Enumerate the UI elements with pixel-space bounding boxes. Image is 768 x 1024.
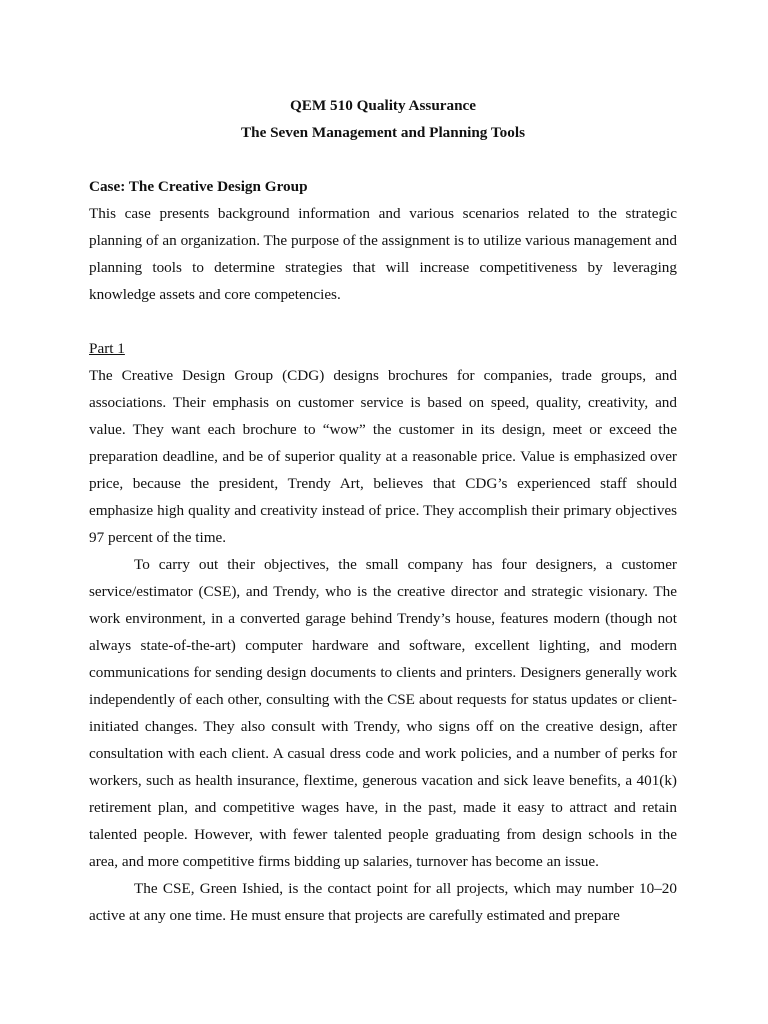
document-subtitle: The Seven Management and Planning Tools	[241, 124, 525, 141]
body-paragraph: The Creative Design Group (CDG) designs brochures for companies, trade groups, and associations. Their emphasis on customer service is based on speed, quality, creativity, and value. They want each brochure to “wow” the customer in its design, meet or exceed the preparation deadline, and be of superior quality at a reasonable price. Value is emphasized over price, because the president, Trendy Art, believes that CDG’s experienced staff should emphasize high quality and creativity instead of price. They accomplish their primary objectives 97 percent of the time.	[89, 367, 677, 546]
body-paragraph: The CSE, Green Ishied, is the contact point for all projects, which may number 10–20 active at any one time. He must ensure that projects are carefully estimated and prepare	[89, 880, 677, 924]
intro-paragraph: This case presents background information and various scenarios related to the strategic planning of an organization. The purpose of the assignment is to utilize various management and planning tools to determine strategies that will increase competitiveness by leveraging knowledge assets and core competencies.	[89, 205, 677, 303]
document-page	[89, 92, 677, 929]
document-title: QEM 510 Quality Assurance	[289, 97, 477, 114]
case-heading: Case: The Creative Design Group	[89, 178, 308, 195]
body-paragraph: To carry out their objectives, the small company has four designers, a customer service/estimator (CSE), and Trendy, who is the creative director and strategic visionary. The work environment, in a converted garage behind Trendy’s house, features modern (though not always state-of-the-art) computer hardware and software, excellent lighting, and modern communications for sending design documents to clients and printers. Designers generally work independently of each other, consulting with the CSE about requests for status updates or client-initiated changes. They also consult with Trendy, who signs off on the creative design, after consultation with each client. A casual dress code and work policies, and a number of perks for workers, such as health insurance, flextime, generous vacation and sick leave benefits, a 401(k) retirement plan, and competitive wages have, in the past, made it easy to attract and retain talented people. However, with fewer talented people graduating from design schools in the area, and more competitive firms bidding up salaries, turnover has become an issue.	[89, 556, 677, 870]
part-heading: Part 1	[89, 340, 125, 357]
